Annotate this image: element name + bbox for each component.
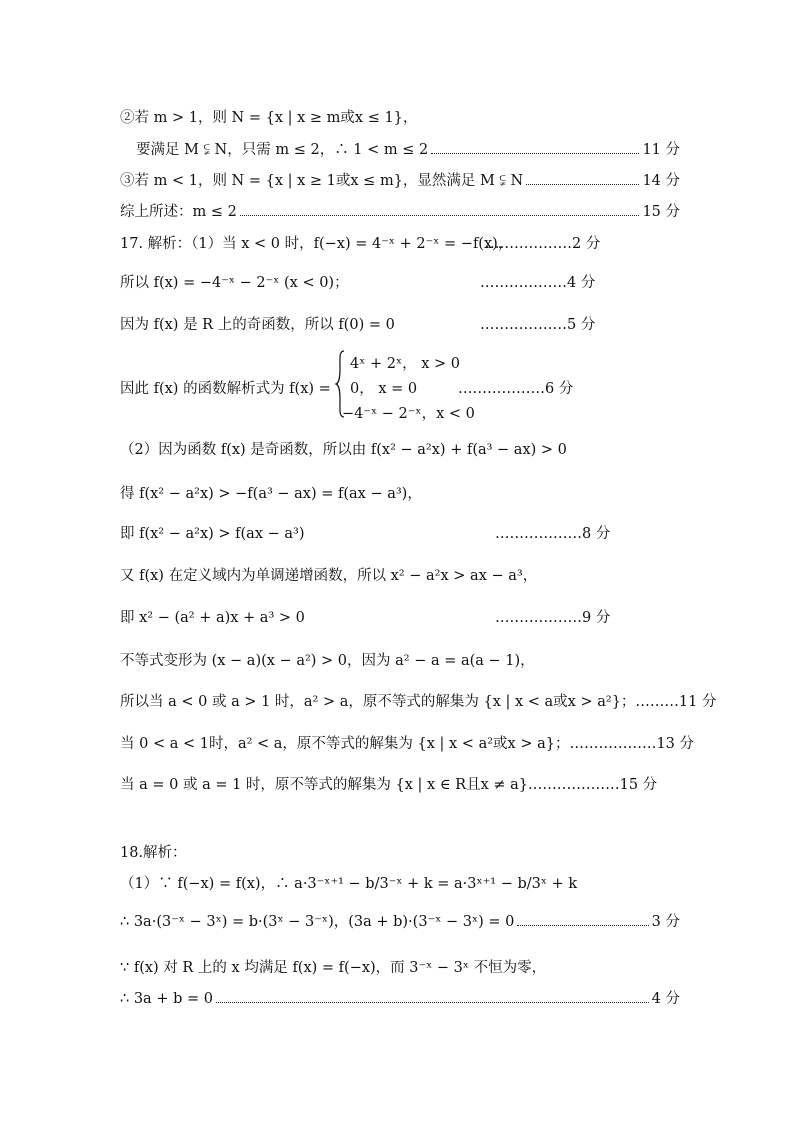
piecewise-function	[120, 350, 680, 422]
piecewise-prefix: 因此 f(x) 的函数解析式为 f(x) =	[120, 381, 331, 397]
dot-leader	[517, 924, 648, 926]
line-text: 17. 解析：（1）当 x < 0 时，f(−x) = 4⁻ˣ + 2⁻ˣ = −f(x)，	[120, 236, 513, 252]
piecewise-case-zero: 0， x = 0	[350, 381, 418, 397]
score-label: 3 分	[651, 914, 680, 930]
line-q17-case-b: 当 0 < a < 1时，a² < a，原不等式的解集为 {x | x < a²或x > a}；………………13 分	[120, 736, 695, 752]
score-label: ………………5 分	[480, 317, 596, 333]
line-q17-factor: 不等式变形为 (x − a)(x − a²) > 0，因为 a² − a = a(a − 1)，	[120, 653, 535, 669]
score-label: 15 分	[642, 204, 680, 220]
score-label: ………………8 分	[495, 526, 611, 542]
line-q18-reason: ∵ f(x) 对 R 上的 x 均满足 f(x) = f(−x)，而 3⁻ˣ − 3ˣ 不恒为零，	[120, 960, 547, 976]
score-label: ………………9 分	[495, 610, 611, 626]
line-text: ∴ 3a + b = 0	[120, 991, 213, 1007]
score-label: ………………6 分	[458, 381, 574, 397]
line-summary	[120, 202, 680, 222]
line-case-2: ②若 m > 1，则 N = {x | x ≥ m或x ≤ 1}，	[120, 110, 418, 126]
score-label: ………………2 分	[485, 236, 601, 252]
line-q18-part1: （1）∵ f(−x) = f(x)，∴ a·3⁻ˣ⁺¹ − b/3⁻ˣ + k = a·3ˣ⁺¹ − b/3ˣ + k	[120, 876, 578, 892]
dot-leader	[526, 183, 639, 185]
score-label: ………………4 分	[480, 275, 596, 291]
line-q18-heading: 18.解析：	[120, 845, 187, 861]
line-q17-inequality	[120, 524, 680, 544]
line-text: ∴ 3a·(3⁻ˣ − 3ˣ) = b·(3ˣ − 3⁻ˣ)，(3a + b)·(3⁻ˣ − 3ˣ) = 0	[120, 914, 515, 930]
line-text: 即 f(x² − a²x) > f(ax − a³)	[120, 526, 305, 542]
line-condition-case-2	[136, 140, 680, 160]
line-text: 因为 f(x) 是 R 上的奇函数，所以 f(0) = 0	[120, 317, 395, 333]
line-text: 综上所述：m ≤ 2	[120, 204, 237, 220]
line-text: 即 x² − (a² + a)x + a³ > 0	[120, 610, 305, 626]
line-q17-case-c: 当 a = 0 或 a = 1 时，原不等式的解集为 {x | x ∈ R且x ≠ a}.………………15 分	[120, 777, 658, 793]
line-q17-quadratic	[120, 608, 680, 628]
line-case-3	[120, 171, 680, 191]
line-q18-result	[120, 989, 680, 1009]
line-q17-negative	[120, 273, 680, 293]
line-text: 要满足 M ⫋ N，只需 m ≤ 2，∴ 1 < m ≤ 2	[136, 142, 429, 158]
score-label: 14 分	[642, 173, 680, 189]
line-q18-factor	[120, 912, 680, 932]
line-text: ③若 m < 1，则 N = {x | x ≥ 1或x ≤ m}，显然满足 M ⫋ N	[120, 173, 524, 189]
line-q17-zero	[120, 315, 680, 335]
dot-leader	[431, 152, 639, 154]
line-q17-derive: 得 f(x² − a²x) > −f(a³ − ax) = f(ax − a³)，	[120, 486, 422, 502]
piecewise-case-negative: −4⁻ˣ − 2⁻ˣ，x < 0	[342, 406, 475, 422]
line-q17-part2: （2）因为函数 f(x) 是奇函数，所以由 f(x² − a²x) + f(a³ − ax) > 0	[120, 442, 567, 458]
line-q17-monotone: 又 f(x) 在定义域内为单调递增函数，所以 x² − a²x > ax − a³，	[120, 568, 538, 584]
line-text: 所以 f(x) = −4⁻ˣ − 2⁻ˣ (x < 0)；	[120, 275, 349, 291]
line-q17-case-a: 所以当 a < 0 或 a > 1 时，a² > a，原不等式的解集为 {x | x < a或x > a²}；………11 分	[120, 694, 717, 710]
piecewise-case-positive: 4ˣ + 2ˣ， x > 0	[350, 356, 460, 372]
dot-leader	[216, 1001, 649, 1003]
line-q17-part1	[120, 234, 680, 254]
score-label: 4 分	[651, 991, 680, 1007]
dot-leader	[240, 214, 640, 216]
score-label: 11 分	[642, 142, 680, 158]
